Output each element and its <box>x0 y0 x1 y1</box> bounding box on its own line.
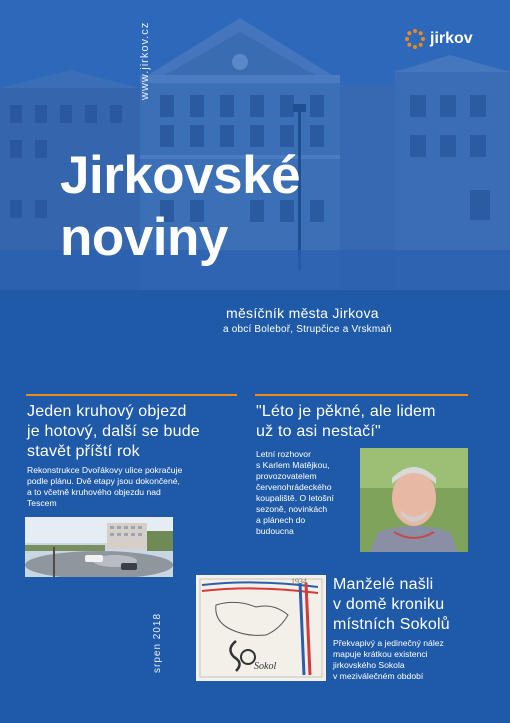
title-line-1: Jirkovské <box>60 146 301 205</box>
divider-right <box>255 394 468 396</box>
article-2-perex: Letní rozhovor s Karlem Matějkou, provozovatelem červenohrádeckého koupaliště. O letošní sezoně, novinkách a plánech do budoucna <box>256 449 334 536</box>
chronicle-year: 1934 <box>291 577 307 586</box>
article-2-headline[interactable]: "Léto je pěkné, ale lidem už to asi nestačí" <box>256 403 436 440</box>
article-1-headline[interactable]: Jeden kruhový objezd je hotový, další se bude stavět příští rok <box>27 403 200 460</box>
issue-date: srpen 2018 <box>152 612 163 673</box>
sun-logo-icon <box>404 28 426 50</box>
subtitle-secondary: a obcí Boleboř, Strupčice a Vrskmaň <box>223 324 392 335</box>
article-1-perex: Rekonstrukce Dvořákovy ulice pokračuje podle plánu. Dvě etapy jsou dokončené, a to včetně kruhového objezdu nad Tescem <box>27 465 183 508</box>
chronicle-sokol-label: Sokol <box>254 661 277 672</box>
divider-left <box>26 394 237 396</box>
article-3-perex: Překvapivý a jedinečný nález mapuje krátkou existenci jirkovského Sokola v meziválečném období <box>333 638 444 681</box>
page-title <box>60 145 300 269</box>
city-logo <box>404 28 473 50</box>
website-url: www.jirkov.cz <box>139 21 151 100</box>
title-line-2: noviny <box>60 208 228 267</box>
interview-portrait-photo <box>360 448 468 552</box>
article-3-headline[interactable]: Manželé našli v domě kroniku místních Sokolů <box>333 576 450 633</box>
subtitle: měsíčník města Jirkova <box>226 305 379 321</box>
logo-text: jirkov <box>430 30 473 47</box>
roundabout-photo <box>25 517 173 577</box>
chronicle-photo <box>196 575 326 681</box>
